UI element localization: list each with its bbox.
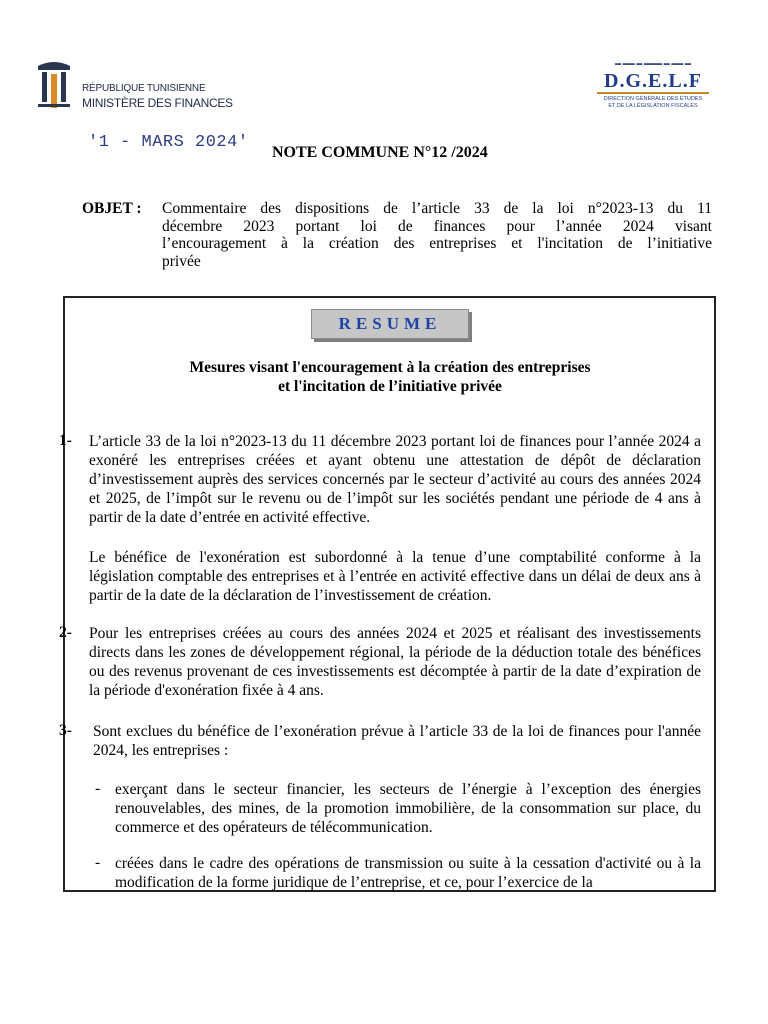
section-1-paragraph-1: L’article 33 de la loi n°2023-13 du 11 décembre 2023 portant loi de finances pour l’année 2024 a exonéré les entreprises créées et ayant obtenu une attestation de dépôt de déclaration d’investissement auprès des services concernés par le secteur d’activité au cours des années 2024 et 2025, de l’impôt sur le revenu ou de l’impôt sur les sociétés pendant une période de 4 ans à partir de la date d’entrée en activité effective. [89,433,701,526]
resume-subtitle [95,358,685,396]
dgelf-title: D.G.E.L.F [604,70,702,92]
resume-heading: RESUME [311,309,469,339]
objet-line2: décembre 2023 portant loi de finances pour l’année 2024 visant [162,217,712,235]
pillar-icon [36,60,72,110]
objet-line3: l’encouragement à la création des entreprises et l'incitation de l’initiative [162,235,712,252]
dgelf-logo [588,58,718,114]
bullet-dash: - [95,780,101,797]
stamp-date: '1 - MARS 2024' [88,133,249,152]
bullet-dash: - [95,854,101,871]
subtitle-line1: Mesures visant l'encouragement à la création des entreprises [189,359,591,376]
section-1-paragraph-2: Le bénéfice de l'exonération est subordonné à la tenue d’une comptabilité conforme à la législation comptable des entreprises et à l’entrée en activité effective dans un délai de deux ans à partir de la date de la déclaration de l’investissement de création. [89,549,701,604]
bullet-item-1: exerçant dans le secteur financier, les secteurs de l’énergie à l’exception des énergies renouvelables, des mines, de la promotion immobilière, de la consommation sur place, du commerce et des opérateurs de télécommunication. [115,781,701,836]
ministry-line2: MINISTÈRE DES FINANCES [82,96,233,110]
dgelf-sub1: DIRECTION GÉNÉRALE DES ÉTUDES [603,96,703,102]
subtitle-line2: et l'incitation de l’initiative privée [278,378,502,395]
dgelf-underline [597,92,709,94]
dgelf-sub2: ET DE LA LÉGISLATION FISCALES [608,102,698,109]
ministry-line1: RÉPUBLIQUE TUNISIENNE [82,83,206,94]
section-3-number: 3- [59,722,72,739]
section-2-paragraph: Pour les entreprises créées au cours des années 2024 et 2025 et réalisant des investissements directs dans les zones de développement régional, la période de la déduction totale des bénéfices ou des revenus provenant de ces investissements est décomptée à partir de la date d’expiration de la période d'exonération fixée à 4 ans. [89,625,701,699]
note-title: NOTE COMMUNE N°12 /2024 [272,144,488,161]
section-1-number: 1- [59,432,72,449]
section-3-paragraph: Sont exclues du bénéfice de l’exonération prévue à l’article 33 de la loi de finances pour l'année 2024, les entreprises : [93,723,701,759]
objet-line1: Commentaire des dispositions de l’article 33 de la loi n°2023-13 du 11 [162,200,712,217]
section-2-number: 2- [59,624,72,641]
objet-line4: privée [162,252,201,270]
objet-label: OBJET : [82,200,142,217]
resume-box [59,296,716,892]
arabic-line-decoration: ▬ ▬▬ ▬ ▬▬▬ ▬ ▬▬ ▬ [614,61,691,67]
bullet-item-2: créées dans le cadre des opérations de transmission ou suite à la cessation d'activité ou à la modification de la forme juridique de l’entreprise, et ce, pour l’exercice de la [115,855,701,891]
objet-text [162,200,712,270]
ministry-logo [36,60,236,116]
